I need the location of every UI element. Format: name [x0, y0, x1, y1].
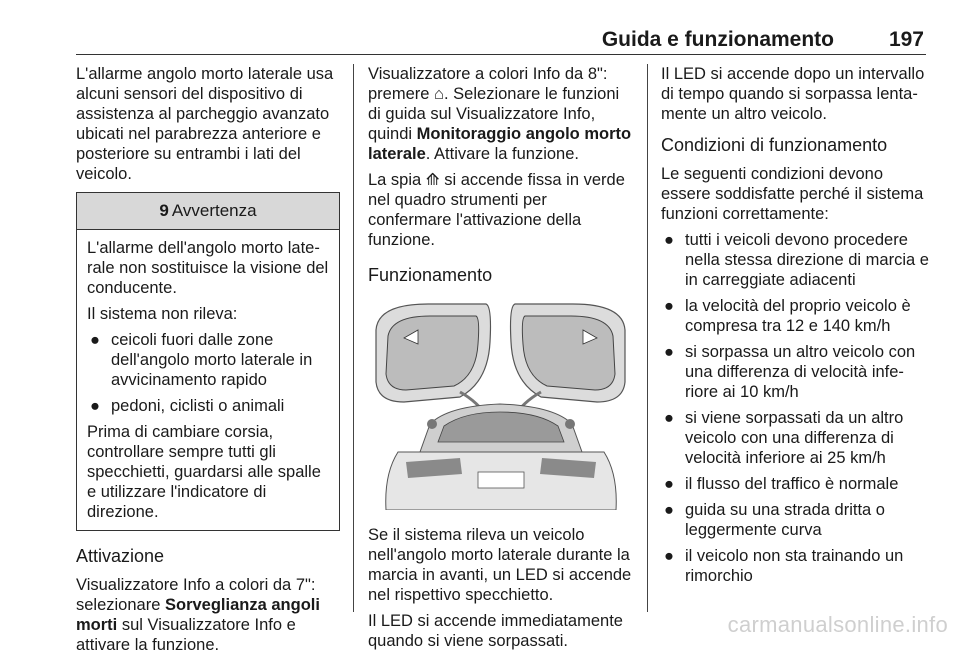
operation-paragraph: Il LED si accende immediatamente quando si viene sorpassati.: [368, 612, 623, 650]
home-icon: ⌂: [434, 85, 444, 103]
warning-header: [77, 193, 339, 230]
column-divider: [353, 64, 354, 612]
column-right: [661, 64, 929, 592]
warning-box: [76, 192, 340, 531]
conditions-list: [661, 230, 929, 586]
list-item: ● ceicoli fuori dalle zone dell'angolo morto laterale in avvicinamento rapido: [90, 331, 313, 389]
bullet-icon: ●: [664, 409, 674, 427]
bullet-icon: ●: [664, 501, 674, 519]
heading-condizioni: Condizioni di funzionamento: [661, 135, 888, 155]
intro-paragraph: L'allarme angolo morto laterale usa alcuni sensori del dispositivo di assistenza al parcheggio avanzato ubicati nel parabrezza anteriore e posteriore su entrambi i lati del veicolo.: [76, 65, 334, 183]
list-item: ● la velocità del proprio veicolo è compresa tra 12 e 140 km/h: [664, 297, 911, 335]
page-header: [76, 24, 926, 55]
display-paragraph: Visualizzatore a colori Info da 8": premere ⌂. Selezionare le funzioni di guida sul Visualizzatore Info, quindi Monitoraggio angolo morto laterale. Attivare la funzione.: [368, 65, 632, 163]
section-title: Guida e funzionamento: [601, 28, 834, 51]
column-left: [76, 64, 340, 661]
list-item: ● tutti i veicoli devono procedere nella stessa direzione di marcia e in carreggiate adiacenti: [664, 231, 929, 289]
operation-paragraph: Se il sistema rileva un veicolo nell'angolo morto laterale durante la marcia in avanti, un LED si accende nel rispettivo specchietto.: [368, 526, 632, 604]
warning-icon: 9: [159, 201, 169, 220]
warning-paragraph: L'allarme dell'angolo morto laterale non sostituisce la visione del conducente.: [87, 239, 329, 297]
indicator-paragraph: La spia ⟰ si accende fissa in verde nel quadro strumenti per confermare l'attivazione della funzione.: [368, 171, 625, 249]
bullet-icon: ●: [664, 475, 674, 493]
list-item: ● pedoni, ciclisti o animali: [90, 397, 285, 415]
warning-title: Avvertenza: [171, 201, 257, 220]
warning-paragraph: Prima di cambiare corsia, controllare sempre tutti gli specchietti, guardarsi alle spalle e utilizzare l'indicatore di direzione.: [87, 423, 321, 521]
list-item: ● guida su una strada dritta o leggermente curva: [664, 501, 885, 539]
bullet-icon: ●: [664, 547, 674, 565]
list-item: ● si sorpassa un altro veicolo con una differenza di velocità inferiore ai 10 km/h: [664, 343, 916, 401]
bullet-icon: ●: [664, 231, 674, 249]
mirror-illustration: [368, 302, 633, 510]
heading-funzionamento: Funzionamento: [368, 265, 493, 285]
page-number: 197: [888, 28, 924, 51]
warning-paragraph: Il sistema non rileva:: [87, 305, 238, 323]
warning-body: [77, 230, 339, 530]
bullet-icon: ●: [664, 297, 674, 315]
activation-paragraph: Visualizzatore Info a colori da 7": selezionare Sorveglianza angoli morti sul Visualizzatore Info e attivare la funzione.: [76, 576, 320, 654]
column-divider: [647, 64, 648, 612]
led-paragraph: Il LED si accende dopo un intervallo di tempo quando si sorpassa lentamente un altro veicolo.: [661, 65, 925, 123]
blind-spot-indicator-icon: ⟰: [425, 171, 440, 189]
warning-list: [87, 330, 329, 416]
heading-attivazione: Attivazione: [76, 546, 165, 566]
bullet-icon: ●: [90, 331, 100, 349]
column-middle: [368, 64, 633, 657]
list-item: ● il flusso del traffico è normale: [664, 475, 899, 493]
list-item: ● si viene sorpassati da un altro veicolo con una differenza di velocità inferiore ai 25 km/h: [664, 409, 904, 467]
conditions-intro: Le seguenti condizioni devono essere soddisfatte perché il sistema funzioni correttamente:: [661, 165, 924, 223]
bullet-icon: ●: [664, 343, 674, 361]
list-item: ● il veicolo non sta trainando un rimorchio: [664, 547, 904, 585]
watermark: carmanualsonline.info: [727, 612, 948, 637]
bullet-icon: ●: [90, 397, 100, 415]
